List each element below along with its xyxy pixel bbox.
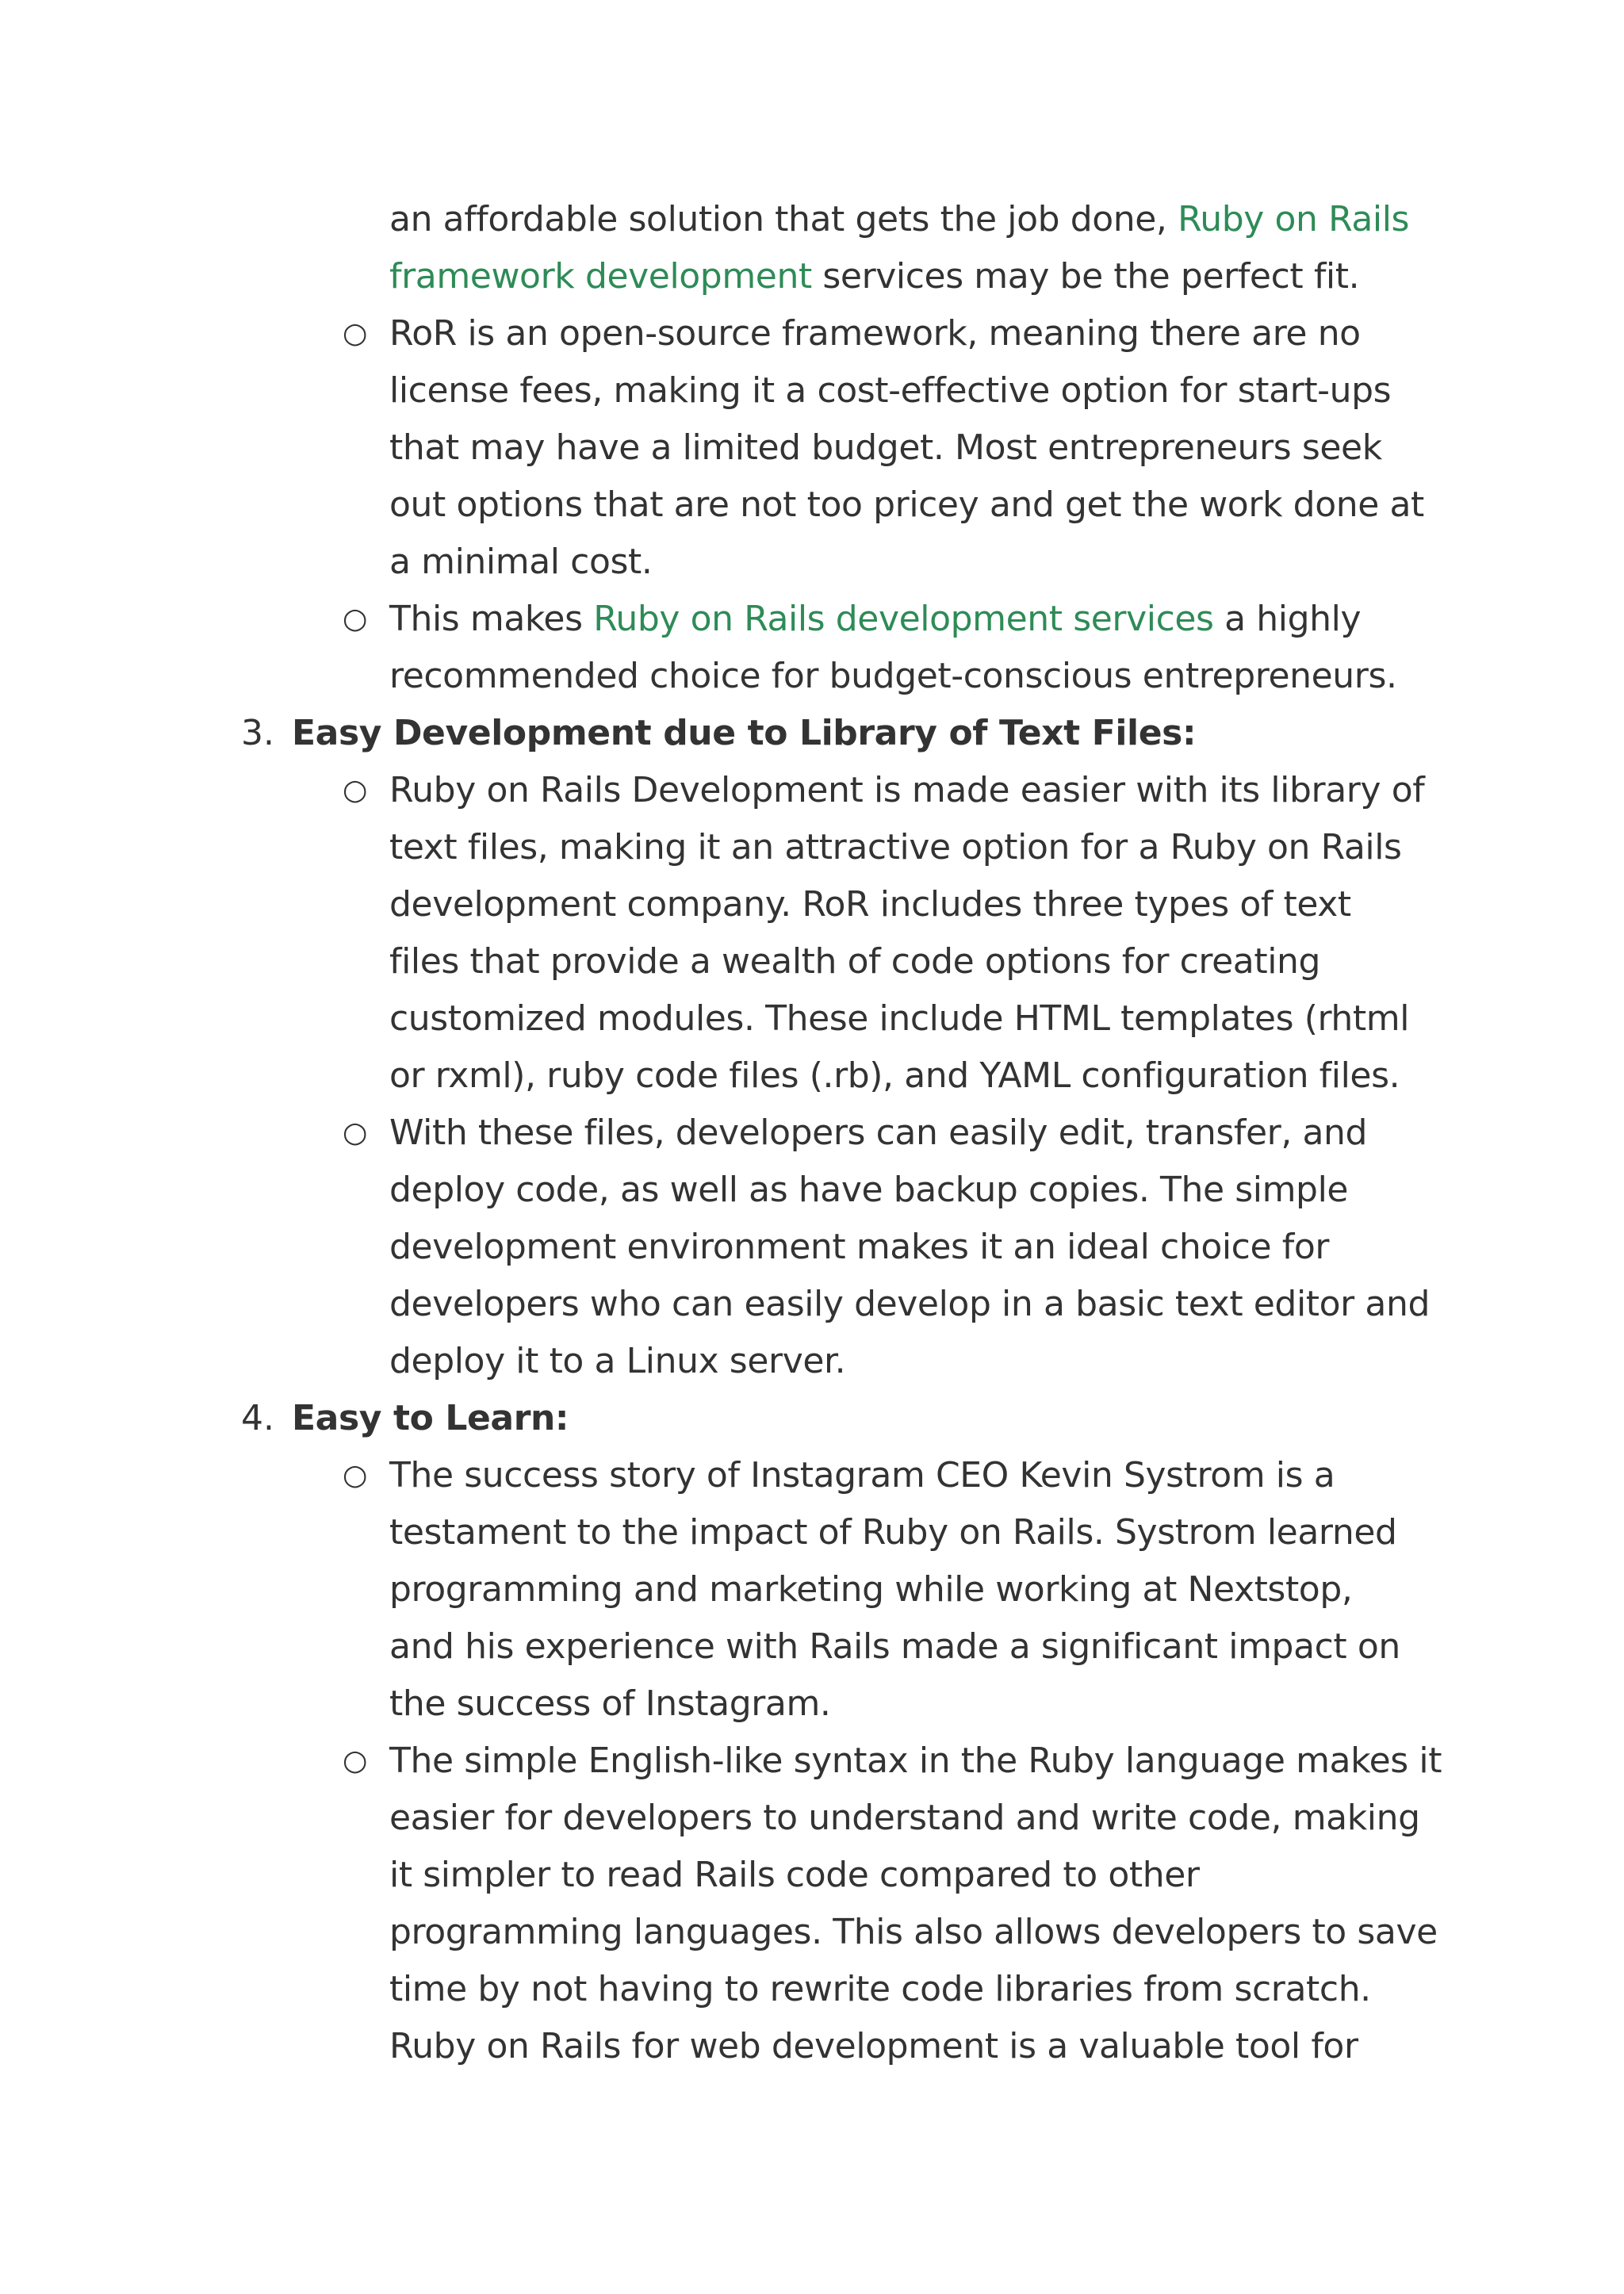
bullet-icon: ○	[343, 317, 368, 350]
list-item-line: deploy it to a Linux server.	[389, 1341, 846, 1381]
list-item-line: time by not having to rewrite code libraries from scratch.	[389, 1969, 1371, 2009]
list-item-line	[389, 591, 1361, 648]
list-item-line: or rxml), ruby code files (.rb), and YAML configuration files.	[389, 1055, 1400, 1096]
link-ruby-on-rails-development-services[interactable]: Ruby on Rails development services	[593, 599, 1214, 639]
text-line	[389, 191, 1409, 248]
list-item-line: recommended choice for budget-conscious entrepreneurs.	[389, 656, 1397, 696]
link-framework-development[interactable]: framework development	[389, 256, 812, 297]
list-item-line: Ruby on Rails Development is made easier with its library of	[389, 770, 1425, 810]
list-item-line: programming and marketing while working at Nextstop,	[389, 1569, 1353, 1610]
bullet-icon: ○	[343, 1459, 368, 1492]
list-item-line: deploy code, as well as have backup copies. The simple	[389, 1170, 1349, 1210]
link-ruby-on-rails[interactable]: Ruby on Rails	[1178, 199, 1410, 239]
list-item-line: development environment makes it an ideal choice for	[389, 1227, 1330, 1267]
bullet-icon: ○	[343, 774, 368, 806]
list-item-line: files that provide a wealth of code options for creating	[389, 941, 1321, 982]
list-item-line: and his experience with Rails made a significant impact on	[389, 1626, 1400, 1667]
list-item-line: With these files, developers can easily edit, transfer, and	[389, 1113, 1368, 1153]
text-line	[389, 248, 1359, 305]
list-item-line: The success story of Instagram CEO Kevin Systrom is a	[389, 1455, 1335, 1496]
list-item-line: The simple English-like syntax in the Ruby language makes it	[389, 1741, 1442, 1781]
list-item-line: out options that are not too pricey and get the work done at	[389, 484, 1424, 525]
list-number: 4.	[241, 1398, 274, 1438]
list-item-line: a minimal cost.	[389, 542, 653, 582]
section-heading: Easy Development due to Library of Text Files:	[292, 713, 1197, 753]
section-heading: Easy to Learn:	[292, 1398, 569, 1438]
list-item-line: Ruby on Rails for web development is a valuable tool for	[389, 2026, 1358, 2066]
text-run: an affordable solution that gets the job done,	[389, 199, 1178, 239]
text-run: a highly	[1213, 599, 1362, 639]
bullet-icon: ○	[343, 1116, 368, 1149]
list-item-line: customized modules. These include HTML templates (rhtml	[389, 998, 1410, 1039]
list-item-line: programming languages. This also allows developers to save	[389, 1912, 1438, 1952]
bullet-icon: ○	[343, 1744, 368, 1777]
list-number: 3.	[241, 713, 274, 753]
bullet-icon: ○	[343, 603, 368, 635]
text-run: This makes	[389, 599, 594, 639]
list-item-line: text files, making it an attractive option for a Ruby on Rails	[389, 827, 1402, 867]
list-item-line: developers who can easily develop in a basic text editor and	[389, 1284, 1431, 1324]
list-item-line: development company. RoR includes three types of text	[389, 884, 1351, 925]
list-item-line: that may have a limited budget. Most entrepreneurs seek	[389, 427, 1382, 468]
list-item-line: it simpler to read Rails code compared to other	[389, 1855, 1200, 1895]
list-item-line: the success of Instagram.	[389, 1683, 831, 1724]
list-item-line: testament to the impact of Ruby on Rails. Systrom learned	[389, 1512, 1397, 1553]
list-item-line: license fees, making it a cost-effective option for start-ups	[389, 370, 1392, 411]
text-run: services may be the perfect fit.	[811, 256, 1360, 297]
list-item-line: easier for developers to understand and write code, making	[389, 1798, 1420, 1838]
list-item-line: RoR is an open-source framework, meaning there are no	[389, 313, 1361, 354]
